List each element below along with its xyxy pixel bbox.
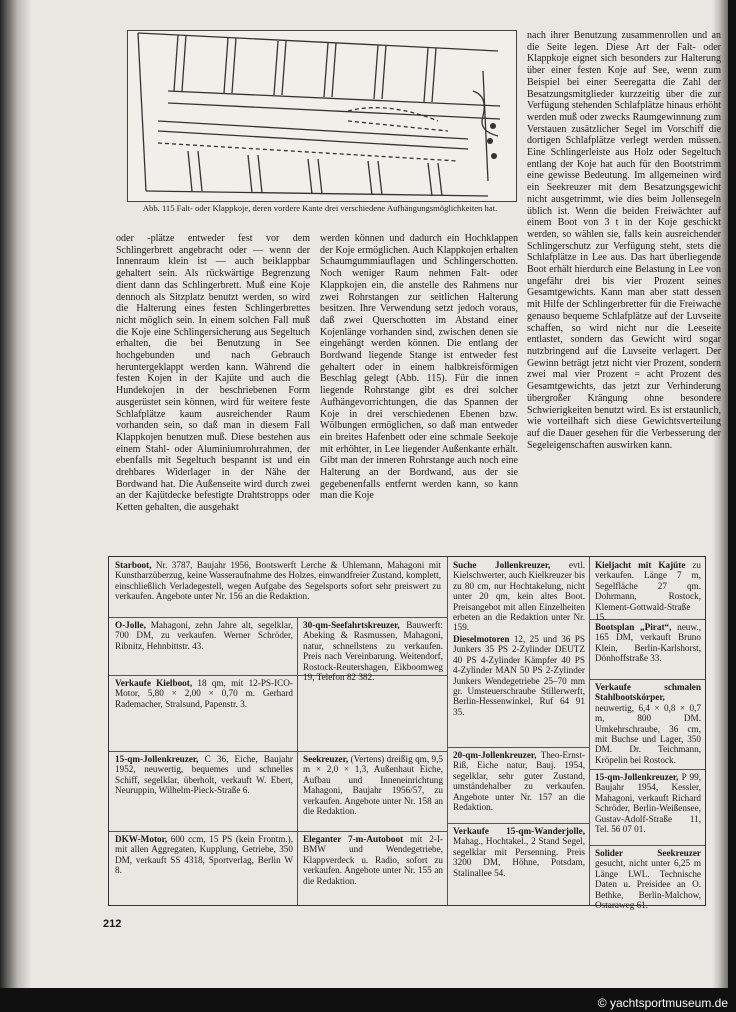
text-column-1 xyxy=(116,233,310,514)
ad-text: gesucht, nicht unter 6,25 m Länge LWL. Technische Daten u. Preisidee an O. Bethke, Berlin-Malchow, Ostaraweg 61. xyxy=(595,858,701,911)
ad-title: 15-qm-Jollenkreuzer, xyxy=(595,772,679,782)
ad-dkw-motor xyxy=(111,833,297,903)
ad-kieljacht xyxy=(591,559,705,623)
ad-stahlbootskoerper xyxy=(591,681,705,769)
ad-title: Eleganter 7-m-Autoboot xyxy=(303,834,404,844)
ad-title: Verkaufe Kielboot, xyxy=(115,678,193,688)
ad-text: 600 ccm, 15 PS (kein Frontm.), mit allen Aggregaten, Kupplung, Getriebe, 350 DM, verkauft SS 4318, Sportverlag, Berlin W 8. xyxy=(115,834,293,876)
ad-title: Seekreuzer, xyxy=(303,754,349,764)
ad-title: DKW-Motor, xyxy=(115,834,168,844)
ad-jollenkreuzer-p99 xyxy=(591,771,705,845)
ad-kielboot xyxy=(111,677,297,751)
ad-title: Bootsplan „Pirat“, xyxy=(595,622,672,632)
ad-text: Nr. 3787, Baujahr 1956, Bootswerft Lerche & Uhlemann, Mahagoni mit Kunstharzüberzug, keine Wasseraufnahme des Holzes, einwandfreier Zustand, komplett, einschließlich Verladegestell, wegen Aufgabe des Segelsports sofort sehr preiswert zu verkaufen. Angebote unter Nr. 156 an die Redaktion. xyxy=(115,560,441,602)
ad-text: Theo-Ernst-Riß, Eiche natur, Bauj. 1954, segelklar, sehr guter Zustand, umständehalber zu verkaufen. Angebote unter Nr. 157 an die Redaktion. xyxy=(453,750,585,813)
ad-text: (Vertens) dreißig qm, 9,5 m × 2,0 × 1,3, Außenhaut Eiche, Aufbau und Inneneinrichtung Mahagoni, Baujahr 1956/57, zu verkaufen. Angebote unter Nr. 158 an die Redaktion. xyxy=(303,754,443,817)
column-2-text: werden können und dadurch ein Hochklappen der Koje ermöglichen. Auch Klappkojen erhalten Schaumgummiauflagen und Schlingerschotten. Noch weniger Raum nehmen Falt- oder Klappkojen ein, die anstelle des Rahmens nur zwei Rohrstangen zur seitlichen Halterung besitzen. Ihre Verwendung setzt jedoch voraus, daß zwei Querschotten im Abstand einer Kojenlänge vorhanden sind, zwischen denen sie eingehängt werden können. Die entlang der Bordwand liegende Stange ist entweder fest gehaltert oder in einem halbkreisförmigen Beschlag gelegt (Abb. 115). Für die innen liegende Rohrstange gibt es drei solcher Aufhängevorrichtungen, die das Spannen der Koje in drei verschiedenen Ebenen bzw. Wölbungen ermöglichen, so daß man entweder ein breites Hafenbett oder eine schmale Seekoje mit erhöhter, in Lee liegender Außenkante erhält. Gibt man der inneren Rohrstange auch noch eine Halterung an der Bordwand, aus der sie gegebenenfalls entfernt werden kann, so kann man die Koje xyxy=(320,233,518,502)
ad-title: O-Jolle, xyxy=(115,620,146,630)
figure-caption: Abb. 115 Falt- oder Klappkoje, deren vordere Kante drei verschiedene Aufhängungsmöglichkeiten hat. xyxy=(142,203,498,213)
ad-text: P 99, Baujahr 1954, Kessler, Mahagoni, verkauft Richard Schröder, Berlin-Weißensee, Gustav-Adolf-Straße 11, Tel. 56 07 01. xyxy=(595,772,701,835)
ad-title: Suche Jollenkreuzer, xyxy=(453,560,551,570)
watermark: © yachtsportmuseum.de xyxy=(597,996,728,1010)
ad-text: Bauwerft: Abeking & Rasmussen, Mahagoni, natur, schnellstens zu verkaufen. Preis nach Vereinbarung. Weitendorf, Rostock-Reutershagen, Eikboomweg 19, Telefon 82 382. xyxy=(303,620,443,683)
ad-title: Kieljacht mit Kajüte xyxy=(595,560,686,570)
ad-title: 20-qm-Jollenkreuzer, xyxy=(453,750,537,760)
text-column-2 xyxy=(320,233,518,502)
ad-text: neuw., 165 DM, verkauft Bruno Klein, Berlin-Karlshorst, Dönhoffstraße 33. xyxy=(595,622,701,664)
ad-text: mit 2-I-BMW und Wendegetriebe, Klappverdeck u. Radio, sofort zu verkaufen. Angebote unter Nr. 155 an die Redaktion. xyxy=(303,834,443,886)
ad-title: Solider Seekreuzer xyxy=(595,848,701,858)
ad-title: Verkaufe 15-qm-Wanderjolle, xyxy=(453,826,585,836)
illustration-folding-berth xyxy=(127,30,517,202)
ad-text: 12, 25 und 36 PS Junkers 35 PS 2-Zylinder DEUTZ 40 PS 4-Zylinder Kämpfer 40 PS 4-Zylinder MAN 50 PS 2-Zylinder Junkers Wendegetriebe 25–70 mm gr. Umsteuerschraube Stillerwerft, Berlin-Hessenwinkel, Ruf 64 91 35. xyxy=(453,634,585,717)
ad-title: Starboot, xyxy=(115,560,152,570)
ad-autoboot xyxy=(299,833,447,903)
book-spine xyxy=(0,0,30,988)
column-3-text: nach ihrer Benutzung zusammenrollen und an die Seite legen. Diese Art der Falt- oder Klappkoje eignet sich besonders zur Halterung über einer festen Koje auf See, wenn zum Beispiel bei einer Seeregatta die Zahl der Besatzungsmitglieder kurzzeitig über die zur Verfügung stehenden Schlafplätze hinaus erhöht werden muß oder zwecks Raumgewinnung zum Verstauen zusätzlicher Segel im Vorschiff die dortigen Schlafplätze verlegt werden müssen. Eine Schlingerleiste aus Holz oder Segeltuch entlang der Koje hat auch für den Bootstrimm eine gewisse Bedeutung. Im allgemeinen wird ein Seekreuzer mit dem Besatzungsgewicht nicht ausgetrimmt, wie dies beim Jollensegeln üblich ist. Wenn die beiden Freiwächter auf einem Boot von 3 t in der Koje geschickt werden, so wählen sie, falls kein ausreichender Schlingerschutz zur Verfügung steht, stets die Schlafplätze in Lee aus. Das hart überliegende Boot erhält hierdurch eine Belastung in Lee von ungefähr drei bis vier Prozent seines Gesamtgewichts. Kann man aber statt dessen mit Hilfe der Schlingerbretter für die Freiwache genauso bequeme Schlafplätze auf der Luvseite schaffen, so wird nicht nur die Leeseite entlastet, sondern das Gewicht wird sogar nutzbringend auf die Luvseite verlagert. Der Gewinn beträgt jetzt nicht vier Prozent, sondern zwei mal vier Prozent = acht Prozent des Gesamtgewichts, das jetzt zur Verhinderung übergroßer Krängung ohne besondere Schwierigkeiten benutzt wird. Es ist erstaunlich, wie vorteilhaft sich diese Gewichtsverteilung auf die Dauer gesehen für die Verbesserung der Segeleigenschaften auswirken kann. xyxy=(527,30,721,451)
ad-seekreuzer-vertens xyxy=(299,753,447,831)
ad-o-jolle xyxy=(111,619,297,675)
ad-starboot xyxy=(111,559,445,617)
ad-text: evtl. Kielschwerter, auch Kielkreuzer bis zu 80 cm, nur Hochtakelung, nicht unter 20 qm, kein altes Boot. Preisangebot mit allen Einzelheiten erbeten an die Redaktion unter Nr. 159. xyxy=(453,560,585,633)
classified-ads xyxy=(108,556,706,911)
ad-text: Mahag., Hochtakel., 2 Stand Segel, segelklar mit Persenning. Preis 3200 DM, Höhne, Potsdam, Stalinallee 54. xyxy=(453,836,585,878)
column-1-text: oder -plätze entweder fest vor dem Schlingerbrett angebracht oder — wenn der Innenraum klein ist — auch beiklappbar gehaltert sein. Als rückwärtige Begrenzung dient dann das Schlingerbrett. Muß eine Koje dennoch als Sitzplatz benutzt werden, so wird die Halterung eines festen Schlingerbrettes nicht möglich sein. In einem solchen Fall muß die Koje eine Schlingersicherung aus Segeltuch erhalten, die bei Benutzung in See hochgebunden und nach Gebrauch heruntergeklappt werden kann. Während die festen Kojen in der Kajüte und auch die Hundekojen in der beschriebenen Form ausgerüstet sein können, wird für weitere feste Schlafplätze kaum ausreichender Raum vorhanden sein, so daß man in diesem Fall Klappkojen benutzen muß. Diese bestehen aus einem Stahl- oder Aluminiumrohrrahmen, der ebenfalls mit Segeltuch bespannt ist und ein drehbares Widerlager in der Nähe der Bordwand hat. Die Außenseite wird durch zwei an der Kajütdecke befestigte Drahtstropps oder Ketten gehalten, die ausgehakt xyxy=(116,233,310,514)
ad-text: neuwertig, 6,4 × 0,8 × 0,7 m, 800 DM. Umkehrschraube, 36 cm, mit Buchse und Lager, 350 DM. Dr. Teichmann, Kröpelin bei Rostock. xyxy=(595,702,701,765)
ad-jollenkreuzer-c36 xyxy=(111,753,297,831)
ad-bootsplan-pirat xyxy=(591,621,705,679)
ad-title: Verkaufe schmalen Stahlbootskörper, xyxy=(595,682,701,703)
ad-text: zu verkaufen. Länge 7 m, Segelfläche 27 qm. Dohrmann, Rostock, Klement-Gottwald-Straße 15. xyxy=(595,560,702,623)
ad-text: 18 qm, mit 12-PS-ICO-Motor, 5,80 × 2,00 × 0,70 m. Gerhard Rademacher, Stralsund, Papenstr. 3. xyxy=(115,678,293,709)
ad-dieselmotoren xyxy=(449,633,589,747)
ad-20qm-jollenkreuzer xyxy=(449,749,589,823)
ad-text: C 36, Eiche, Baujahr 1952, neuwertig, bequemes und schnelles Schiff, segelklar, überholt, verkauft W. Ebert, Neuruppin, Wilhelm-Pieck-Straße 6. xyxy=(115,754,293,796)
ad-solider-seekreuzer xyxy=(591,847,705,911)
ad-title: 30-qm-Seefahrtskreuzer, xyxy=(303,620,400,630)
ad-seefahrtskreuzer xyxy=(299,619,447,683)
page-number: 212 xyxy=(103,918,122,930)
text-column-3 xyxy=(527,30,721,451)
ad-text: Mahagoni, zehn Jahre alt, segelklar, 700 DM, zu verkaufen. Werner Schröder, Ribnitz, Hehnbittstr. 43. xyxy=(115,620,293,651)
ad-title: 15-qm-Jollenkreuzer, xyxy=(115,754,199,764)
ad-title: Dieselmotoren xyxy=(453,634,510,644)
ad-wanderjolle xyxy=(449,825,589,903)
berth-drawing xyxy=(128,31,516,201)
